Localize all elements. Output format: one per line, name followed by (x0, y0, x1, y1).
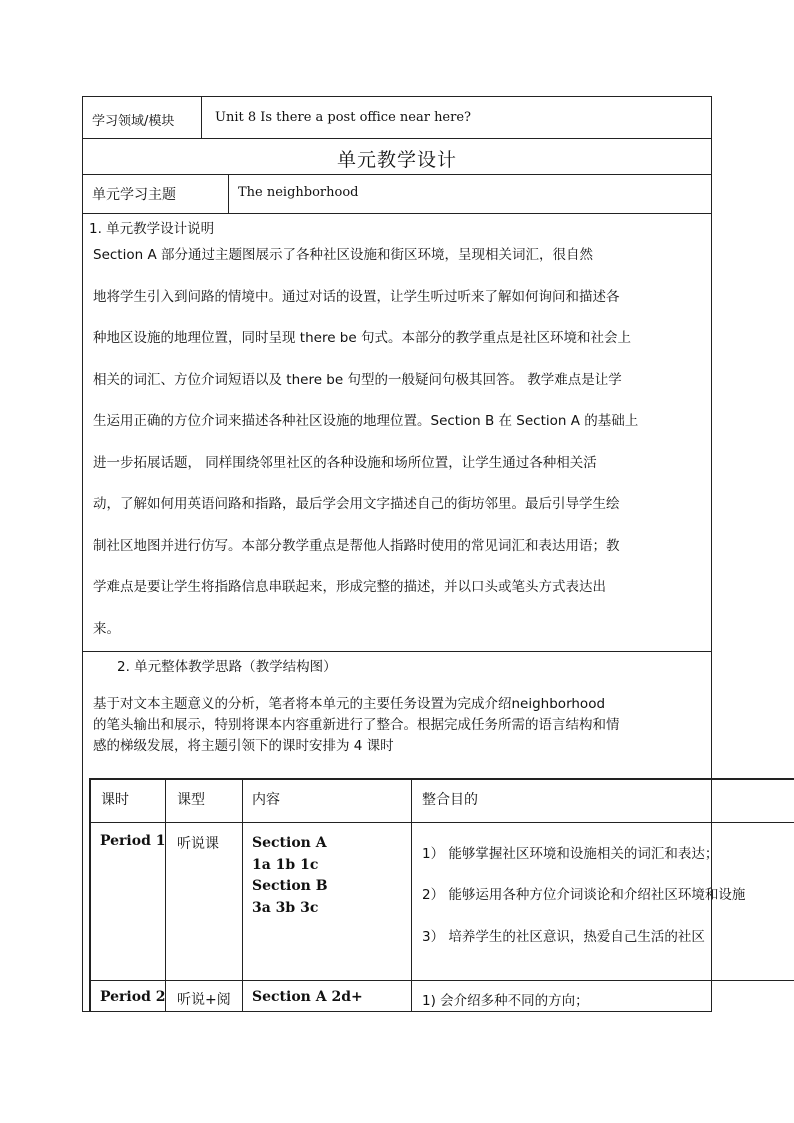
paragraph-line: 学难点是要让学生将指路信息串联起来，形成完整的描述，并以口头或笔头方式表达出 (93, 579, 606, 595)
paragraph-line: 进一步拓展话题， 同样围绕邻里社区的各种设施和场所位置，让学生通过各种相关活 (93, 454, 597, 471)
period-cell: Period 1 (100, 833, 166, 849)
period-cell: Period 2 (100, 989, 166, 1005)
content-line: Section B (252, 878, 328, 894)
column-divider (228, 174, 229, 213)
column-divider (411, 778, 412, 1012)
theme-value: The neighborhood (238, 185, 359, 200)
paragraph-line: 感的梯级发展，将主题引领下的课时安排为 4 课时 (93, 738, 394, 754)
page-title: 单元教学设计 (336, 149, 457, 171)
goal-item: 1） 能够掌握社区环境和设施相关的词汇和表达； (422, 846, 719, 862)
row-divider (83, 213, 711, 214)
content-line: Section A (252, 835, 327, 851)
paragraph-line: 的笔头输出和展示，特别将课本内容重新进行了整合。根据完成任务所需的语言结构和情 (93, 717, 620, 733)
module-value: Unit 8 Is there a post office near here? (215, 110, 472, 125)
paragraph-line: 基于对文本主题意义的分析，笔者将本单元的主要任务设置为完成介绍neighborhood (93, 696, 606, 712)
header-type: 课型 (177, 792, 205, 808)
lesson-plan-table (89, 778, 794, 1012)
row-divider (83, 651, 711, 652)
column-divider (201, 97, 202, 138)
content-line: 3a 3b 3c (252, 899, 319, 916)
paragraph-line: 相关的词汇、方位介词短语以及 there be 句型的一般疑问句极其回答。 教学难点是让学 (93, 371, 622, 388)
row-divider (89, 980, 794, 981)
paragraph-line: 动，了解如何用英语问路和指路，最后学会用文字描述自己的街坊邻里。最后引导学生绘 (93, 496, 620, 512)
goal-item: 3） 培养学生的社区意识，热爱自己生活的社区 (422, 929, 705, 945)
content-cell: Section A 2d+ (252, 989, 363, 1005)
section2-heading: 2. 单元整体教学思路（教学结构图） (117, 659, 337, 675)
row-divider (83, 138, 711, 139)
type-cell: 听说课 (177, 836, 219, 852)
header-content: 内容 (252, 792, 280, 808)
table-border (89, 778, 91, 1012)
paragraph-line: 种地区设施的地理位置，同时呈现 there be 句式。本部分的教学重点是社区环境和社会上 (93, 330, 631, 346)
theme-label: 单元学习主题 (92, 187, 176, 203)
paragraph-line: 地将学生引入到问路的情境中。通过对话的设置，让学生听过听来了解如何询问和描述各 (93, 288, 620, 305)
type-cell: 听说+阅 (177, 992, 231, 1008)
row-divider (89, 822, 794, 823)
module-label: 学习领域/模块 (92, 114, 175, 129)
goal-item: 2） 能够运用各种方位介词谈论和介绍社区环境和设施 (422, 887, 746, 903)
header-period: 课时 (101, 792, 129, 808)
column-divider (242, 778, 243, 1012)
section2-paragraph (93, 694, 705, 757)
paragraph-line: 生运用正确的方位介词来描述各种社区设施的地理位置。Section B 在 Section A 的基础上 (93, 413, 639, 429)
section1-paragraph (93, 235, 705, 650)
content-line: 1a 1b 1c (252, 856, 319, 873)
column-divider (165, 778, 166, 1012)
content-cell (252, 833, 328, 919)
paragraph-line: 制社区地图并进行仿写。本部分教学重点是帮他人指路时使用的常见词汇和表达用语；教 (93, 537, 620, 554)
paragraph-line: 来。 (93, 620, 120, 637)
goal-item: 1) 会介绍多种不同的方向； (422, 993, 589, 1009)
paragraph-line: Section A 部分通过主题图展示了各种社区设施和街区环境，呈现相关词汇，很自然 (93, 247, 593, 263)
row-divider (83, 174, 711, 175)
header-goals: 整合目的 (422, 792, 478, 808)
section1-heading: 1. 单元教学设计说明 (89, 221, 215, 237)
table-border (89, 778, 794, 780)
